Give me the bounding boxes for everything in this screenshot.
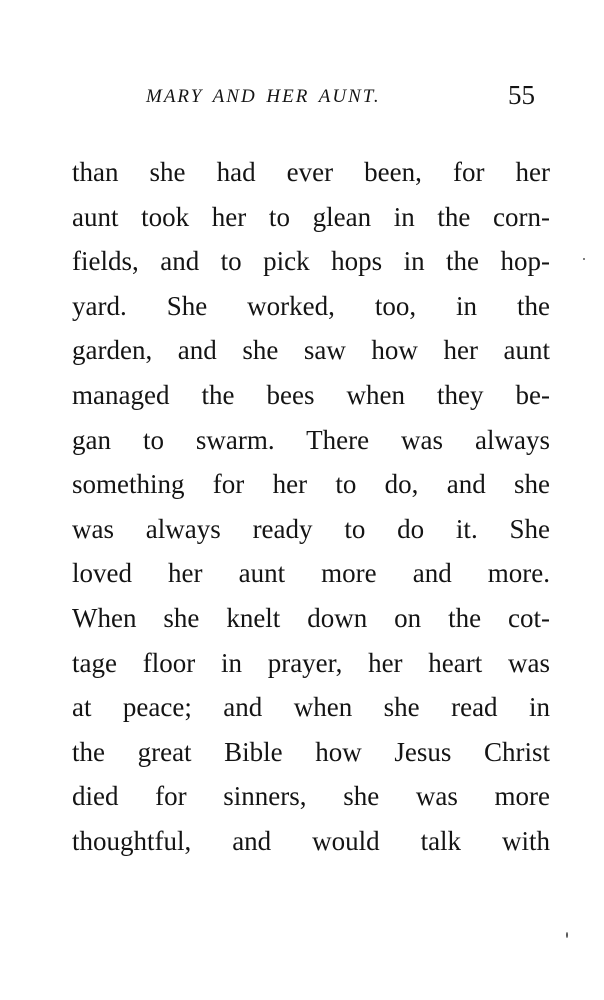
- text-line: something for her to do, and she: [72, 469, 550, 500]
- text-line: When she knelt down on the cot-: [72, 602, 550, 633]
- text-line: garden, and she saw how her aunt: [72, 335, 550, 366]
- text-line: was always ready to do it. She: [72, 513, 550, 544]
- text-line: fields, and to pick hops in the hop-: [72, 246, 550, 277]
- running-head: MARY AND HER AUNT.: [146, 86, 381, 107]
- text-line: than she had ever been, for her: [72, 157, 550, 187]
- text-line: died for sinners, she was more: [72, 781, 550, 812]
- text-line: thoughtful, and would talk with: [72, 825, 550, 856]
- page-number: 55: [508, 80, 535, 110]
- paper-speck: [583, 258, 585, 260]
- text-line: loved her aunt more and more.: [72, 558, 550, 589]
- body-text: [72, 150, 550, 864]
- text-line: at peace; and when she read in: [72, 692, 550, 723]
- text-line: aunt took her to glean in the corn-: [72, 201, 550, 232]
- text-line: gan to swarm. There was always: [72, 424, 550, 455]
- text-line: the great Bible how Jesus Christ: [72, 736, 550, 767]
- text-line: tage floor in prayer, her heart was: [72, 647, 550, 678]
- paper-speck: [566, 932, 568, 938]
- text-line: yard. She worked, too, in the: [72, 290, 550, 321]
- text-line: managed the bees when they be-: [72, 379, 550, 410]
